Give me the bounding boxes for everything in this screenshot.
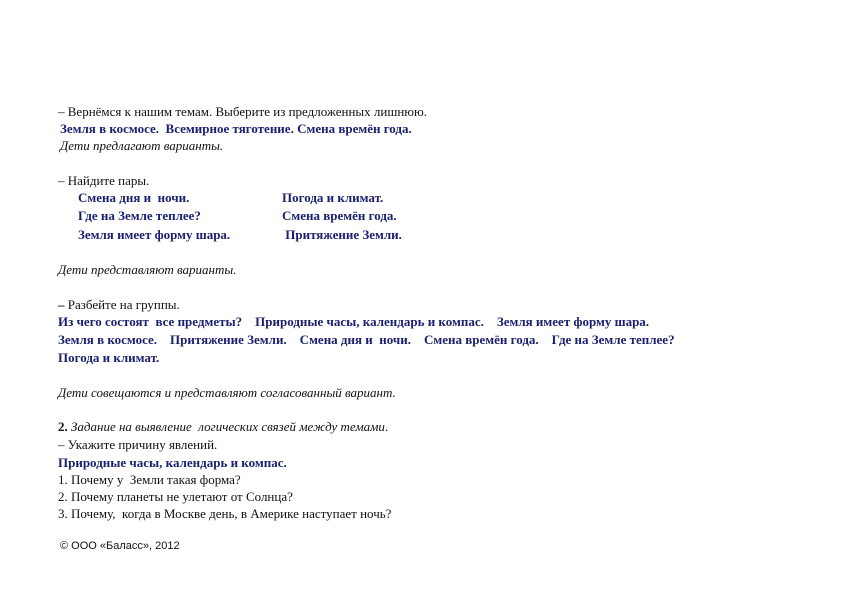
task-number: 2. <box>58 419 68 434</box>
question-3: 3. Почему, когда в Москве день, в Америке наступает ночь? <box>58 506 392 521</box>
group-items-line-2: Земля в космосе. Притяжение Земли. Смена дня и ночи. Смена времён года. Где на Земле теплее? <box>58 332 675 347</box>
pair-left-1: Смена дня и ночи. <box>78 190 190 205</box>
question-1: 1. Почему у Земли такая форма? <box>58 472 241 487</box>
instruction-choose-extra: – Вернёмся к нашим темам. Выберите из предложенных лишнюю. <box>58 104 427 119</box>
pair-left-3: Земля имеет форму шара. <box>78 227 231 242</box>
children-note-3: Дети совещаются и представляют согласованный вариант. <box>58 385 396 400</box>
group-items-line-3: Погода и климат. <box>58 350 160 365</box>
group-items-line-1: Из чего состоят все предметы? Природные часы, календарь и компас. Земля имеет форму шара. <box>58 314 650 329</box>
topics-list: Земля в космосе. Всемирное тяготение. Смена времён года. <box>60 121 412 136</box>
pair-left-2: Где на Земле теплее? <box>78 208 201 223</box>
question-2: 2. Почему планеты не улетают от Солнца? <box>58 489 293 504</box>
topic-clock: Природные часы, календарь и компас. <box>58 455 287 470</box>
instruction-group-text: Разбейте на группы. <box>64 297 180 312</box>
pair-right-2: Смена времён года. <box>282 208 397 223</box>
task-heading <box>58 419 388 434</box>
copyright-footer: © ООО «Баласс», 2012 <box>60 540 180 552</box>
instruction-cause: – Укажите причину явлений. <box>58 437 218 452</box>
pair-right-1: Погода и климат. <box>282 190 384 205</box>
instruction-find-pairs: – Найдите пары. <box>58 173 150 188</box>
pair-right-3: Притяжение Земли. <box>282 227 402 242</box>
children-note-1: Дети предлагают варианты. <box>60 138 224 153</box>
children-note-2: Дети представляют варианты. <box>58 262 237 277</box>
task-text: Задание на выявление логических связей между темами <box>67 419 385 434</box>
dash: – <box>58 297 65 312</box>
task-period: . <box>384 419 389 434</box>
instruction-group <box>58 297 180 312</box>
